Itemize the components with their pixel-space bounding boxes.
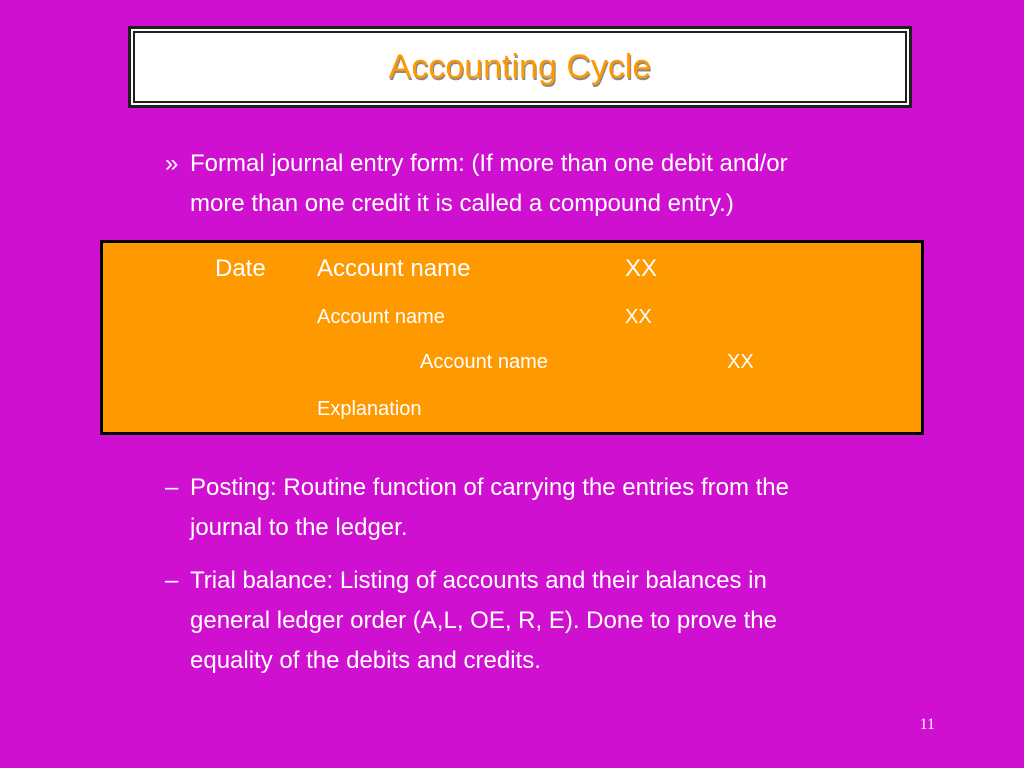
bullet-text-line: more than one credit it is called a compound entry.) <box>190 190 734 217</box>
bullet-marker: – <box>165 474 179 501</box>
bullet-text-line: Trial balance: Listing of accounts and their balances in <box>190 567 767 594</box>
journal-entry-box <box>100 240 924 435</box>
journal-debit-amount-2: XX <box>625 306 652 328</box>
bullet-formal-entry <box>165 144 925 224</box>
bullet-text-line: equality of the debits and credits. <box>190 647 541 674</box>
journal-credit-account: Account name <box>420 351 548 373</box>
slide-title: Accounting Cycle <box>388 47 652 86</box>
journal-date-label: Date <box>215 255 266 282</box>
journal-credit-amount: XX <box>727 351 754 373</box>
journal-debit-account-2: Account name <box>317 306 445 328</box>
journal-debit-account-1: Account name <box>317 255 471 282</box>
journal-debit-amount-1: XX <box>625 255 658 282</box>
bullet-text-line: Formal journal entry form: (If more than one debit and/or <box>190 150 788 177</box>
bullet-trial-balance <box>165 561 925 681</box>
page-number: 11 <box>919 716 935 733</box>
title-frame-inner <box>131 29 909 105</box>
bullet-marker: – <box>165 567 179 594</box>
title-frame <box>128 26 912 108</box>
bullet-text-line: journal to the ledger. <box>190 514 408 541</box>
journal-explanation: Explanation <box>317 398 422 420</box>
title-frame-core <box>133 31 907 103</box>
bullet-text-line: Posting: Routine function of carrying the entries from the <box>190 474 789 501</box>
bullet-posting <box>165 468 925 548</box>
bullet-marker: » <box>165 150 179 177</box>
bullet-text-line: general ledger order (A,L, OE, R, E). Done to prove the <box>190 607 777 634</box>
